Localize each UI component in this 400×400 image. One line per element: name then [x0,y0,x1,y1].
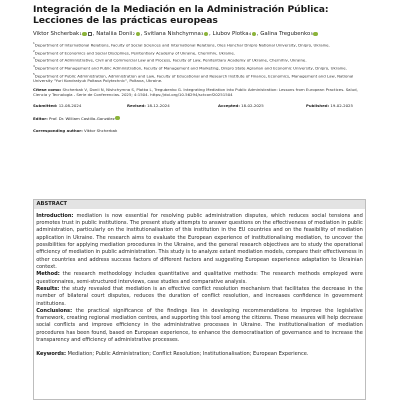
affiliation-text: Department of Public Administration, Administration and Law, Faculty of Educational and Research Institute of Finance, Economics, Management and Law, National University "Yuri Kondratyuk Poltava Polytechnic", Poltava, Ukraine. [33,72,354,84]
affiliation-number: 5 [33,71,35,76]
accepted-date: Accepted: 18-02-2025 [218,103,264,109]
orcid-icon[interactable] [82,32,86,36]
abstract-method: Method: the research methodology includes quantitative and qualitative methods: The research methods employed were questionnaires, semi-structured interviews, case studies and comparative analysis. [36,271,363,285]
author-separator: , [256,30,259,37]
orcid-icon[interactable] [310,31,317,36]
abstract-box [33,199,366,400]
orcid-icon[interactable] [115,116,119,120]
affiliation-1 [33,41,366,48]
author-list [33,31,366,38]
affiliation-5 [33,72,366,84]
author-1 [33,31,92,38]
revised-date: Revised: 18-12-2024 [127,103,170,109]
affiliation-number: 1 [33,40,35,45]
author-name: Svitlana Nishchymna [144,30,201,37]
author-affiliation-number: 2 [132,31,135,36]
paper-title: Integración de la Mediación en la Administración Pública: Lecciones de las prácticas europeas [33,4,329,26]
submitted-date: Submitted: 12-08-2024 [33,103,82,109]
author-affiliation-number: 1 [79,31,82,36]
editor-line [33,116,366,121]
affiliation-number: 2 [33,48,35,53]
author-name: Liubov Plotka [212,30,249,37]
citation-text: Shcherbak V, Donii N, Nishchymna S, Plotka L, Tregubenko G. Integrating Mediation into Public Administration: Lessons from European Practices. Salud, Ciencia y Tecnología - Serie de Conferencias. 2025; 4:1504. [33,86,358,98]
corresponding-name: Viktor Shcherbak [84,128,118,134]
affiliation-text: Department of Administrative, Civil and Commercial Law and Process, Faculty of Law, Penitentiary Academy of Ukraine, Chernihiv, Ukraine. [34,57,307,63]
author-name: Galina Tregubenko [260,30,311,37]
affiliation-text: Department of Management and Public Administration, Faculty of Management and Marketing, Dnipro State Agrarian and Economic University, Dnipro, Ukraine. [34,65,347,71]
author-2 [96,31,140,38]
author-4 [212,31,256,38]
author-affiliation-number: 4 [248,31,252,36]
author-name: Viktor Shcherbak [33,30,80,37]
editor-label: Editor: [33,115,48,121]
affiliation-text: Department of Economics and Social Disciplines, Penitentiary Academy of Ukraine, Chernihiv, Ukraine. [34,49,235,55]
author-name: Nataliia Donii [96,30,133,37]
paper-page [33,0,366,400]
citation [33,87,366,98]
citation-label: Cítese como: [33,86,62,92]
published-date: Published: 19-02-2025 [306,103,354,109]
orcid-icon[interactable] [204,32,208,36]
dates-row [33,103,366,108]
abstract-keywords: Keywords: Mediation; Public Administration; Conflict Resolution; Institutionalisation; European Experience. [36,351,309,358]
affiliation-4 [33,64,366,71]
corresponding-label: Corresponding author: [33,128,83,134]
abstract-results: Results: the study revealed that mediation is an effective conflict resolution mechanism that facilitates the decrease in the number of bilateral court disputes, reduces the duration of conflict resolution, and increases confidence in government institutions. [36,285,363,307]
author-affiliation-number: 5 [310,31,313,36]
abstract-heading: ABSTRACT [34,200,365,210]
author-separator: , [92,30,95,37]
abstract-conclusions: Conclusions: the practical significance of the findings lies in developing recommendations to improve the legislative framework, creating regional mediation centres, and supporting this tool among the citizens. These measures will help decrease social conflicts and improve efficiency in the administrative processes in Ukraine. The institutionalisation of mediation procedures has been found, based on European experience, to enhance the democratisation of governance and to increase the transparency and efficiency of administrative processes. [36,307,363,344]
author-affiliation-number: 3 [201,31,204,36]
affiliation-list [33,41,366,84]
author-separator: , [140,30,143,37]
affiliation-3 [33,56,366,63]
author-separator: , [208,30,211,37]
abstract-body [34,209,365,359]
abstract-introduction: Introduction: mediation is now essential for resolving public administration disputes, which reduces social tensions and promotes trust in public institutions. The present study attempts to answer questions on the effectiveness of mediation in public administration, particularly on the institutionalisation of this institution in the EU countries and on the feasibility of mediation application in Ukraine. The research aims to evaluate the European experience of institutionalising mediation, to uncover the possibilities for applying mediation procedures in the Ukraine, and the general research objectives are to study the operational efficiency of mediation in public administration. This study is to analyze extant mediation models, compare their effectiveness in other countries and address success factors of different factors and suggesting European experience adaptation to Ukrainian context. [36,212,363,270]
author-5 [260,31,318,38]
orcid-icon[interactable] [252,32,256,36]
affiliation-2 [33,49,366,56]
orcid-icon[interactable] [136,32,140,36]
affiliation-text: Department of International Relations, Faculty of Social Sciences and International Relations, Oles Honchar Dnipro National University, Dnipro, Ukraine. [34,42,330,48]
editor-name: Prof. Dr. William Castillo-González [49,115,115,121]
author-3 [144,31,208,38]
affiliation-number: 3 [33,56,35,61]
doi-link[interactable]: https://doi.org/10.56294/sctconf20251504 [150,92,233,98]
corresponding-author-line [33,128,366,133]
email-icon[interactable] [88,32,93,35]
affiliation-number: 4 [33,63,35,68]
